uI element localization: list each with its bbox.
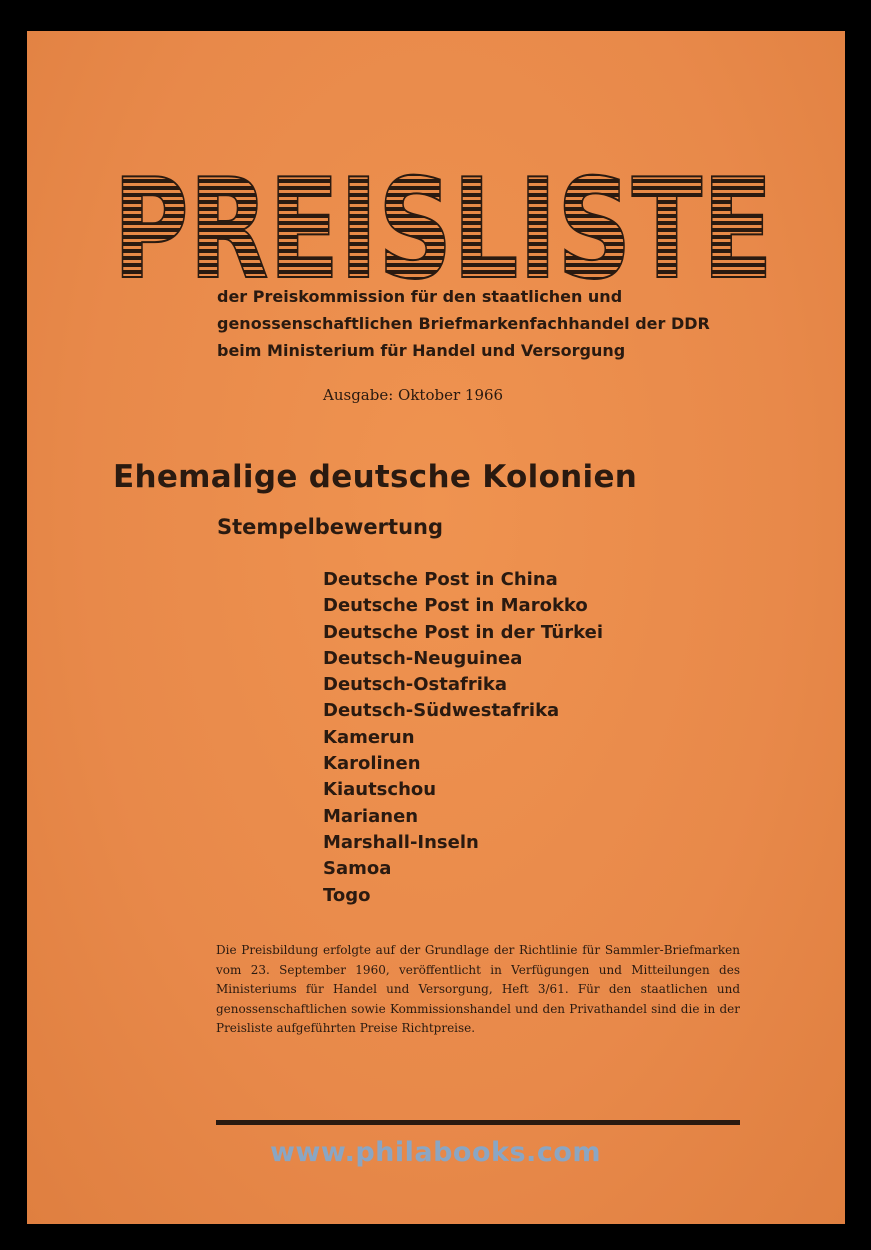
title-text: PREISLISTE (113, 151, 773, 291)
list-item: Kiautschou (323, 779, 437, 801)
list-item: Samoa (323, 858, 392, 880)
subtitle (217, 283, 777, 364)
sub-heading: Stempelbewertung (217, 515, 444, 539)
booklet-cover (27, 31, 845, 1224)
title-lines-graphic (113, 151, 773, 291)
title (113, 151, 773, 291)
subtitle-line: der Preiskommission für den staatlichen und (217, 287, 623, 306)
region-list (323, 567, 603, 909)
pricing-note: Die Preisbildung erfolgte auf der Grundlage der Richtlinie für Sammler-Briefmarken vom 23. September 1960, veröffentlicht in Verfügungen und Mitteilungen des Ministeriums für Handel und Versorgung, Heft 3/61. Für den staatlichen und genossenschaftlichen sowie Kommissionshandel und den Privathandel sind die in der Preisliste aufgeführten Preise Richtpreise. (216, 943, 740, 1035)
subtitle-line: genossenschaftlichen Briefmarkenfachhandel der DDR (217, 314, 710, 333)
list-item: Deutsch-Neuguinea (323, 647, 523, 669)
list-item: Togo (323, 884, 371, 906)
divider-rule (216, 1120, 740, 1125)
list-item: Karolinen (323, 753, 421, 775)
list-item: Marianen (323, 805, 419, 827)
list-item: Deutsch-Südwestafrika (323, 700, 560, 722)
list-item: Deutsch-Ostafrika (323, 674, 507, 696)
edition-date: Ausgabe: Oktober 1966 (323, 386, 504, 404)
list-item: Kamerun (323, 726, 415, 748)
list-item: Deutsche Post in China (323, 569, 558, 590)
main-heading: Ehemalige deutsche Kolonien (113, 459, 638, 495)
list-item: Deutsche Post in der Türkei (323, 621, 603, 643)
subtitle-line: beim Ministerium für Handel und Versorgung (217, 341, 626, 360)
watermark: www.philabooks.com (269, 1137, 602, 1168)
list-item: Deutsche Post in Marokko (323, 595, 588, 617)
list-item: Marshall-Inseln (323, 831, 479, 853)
